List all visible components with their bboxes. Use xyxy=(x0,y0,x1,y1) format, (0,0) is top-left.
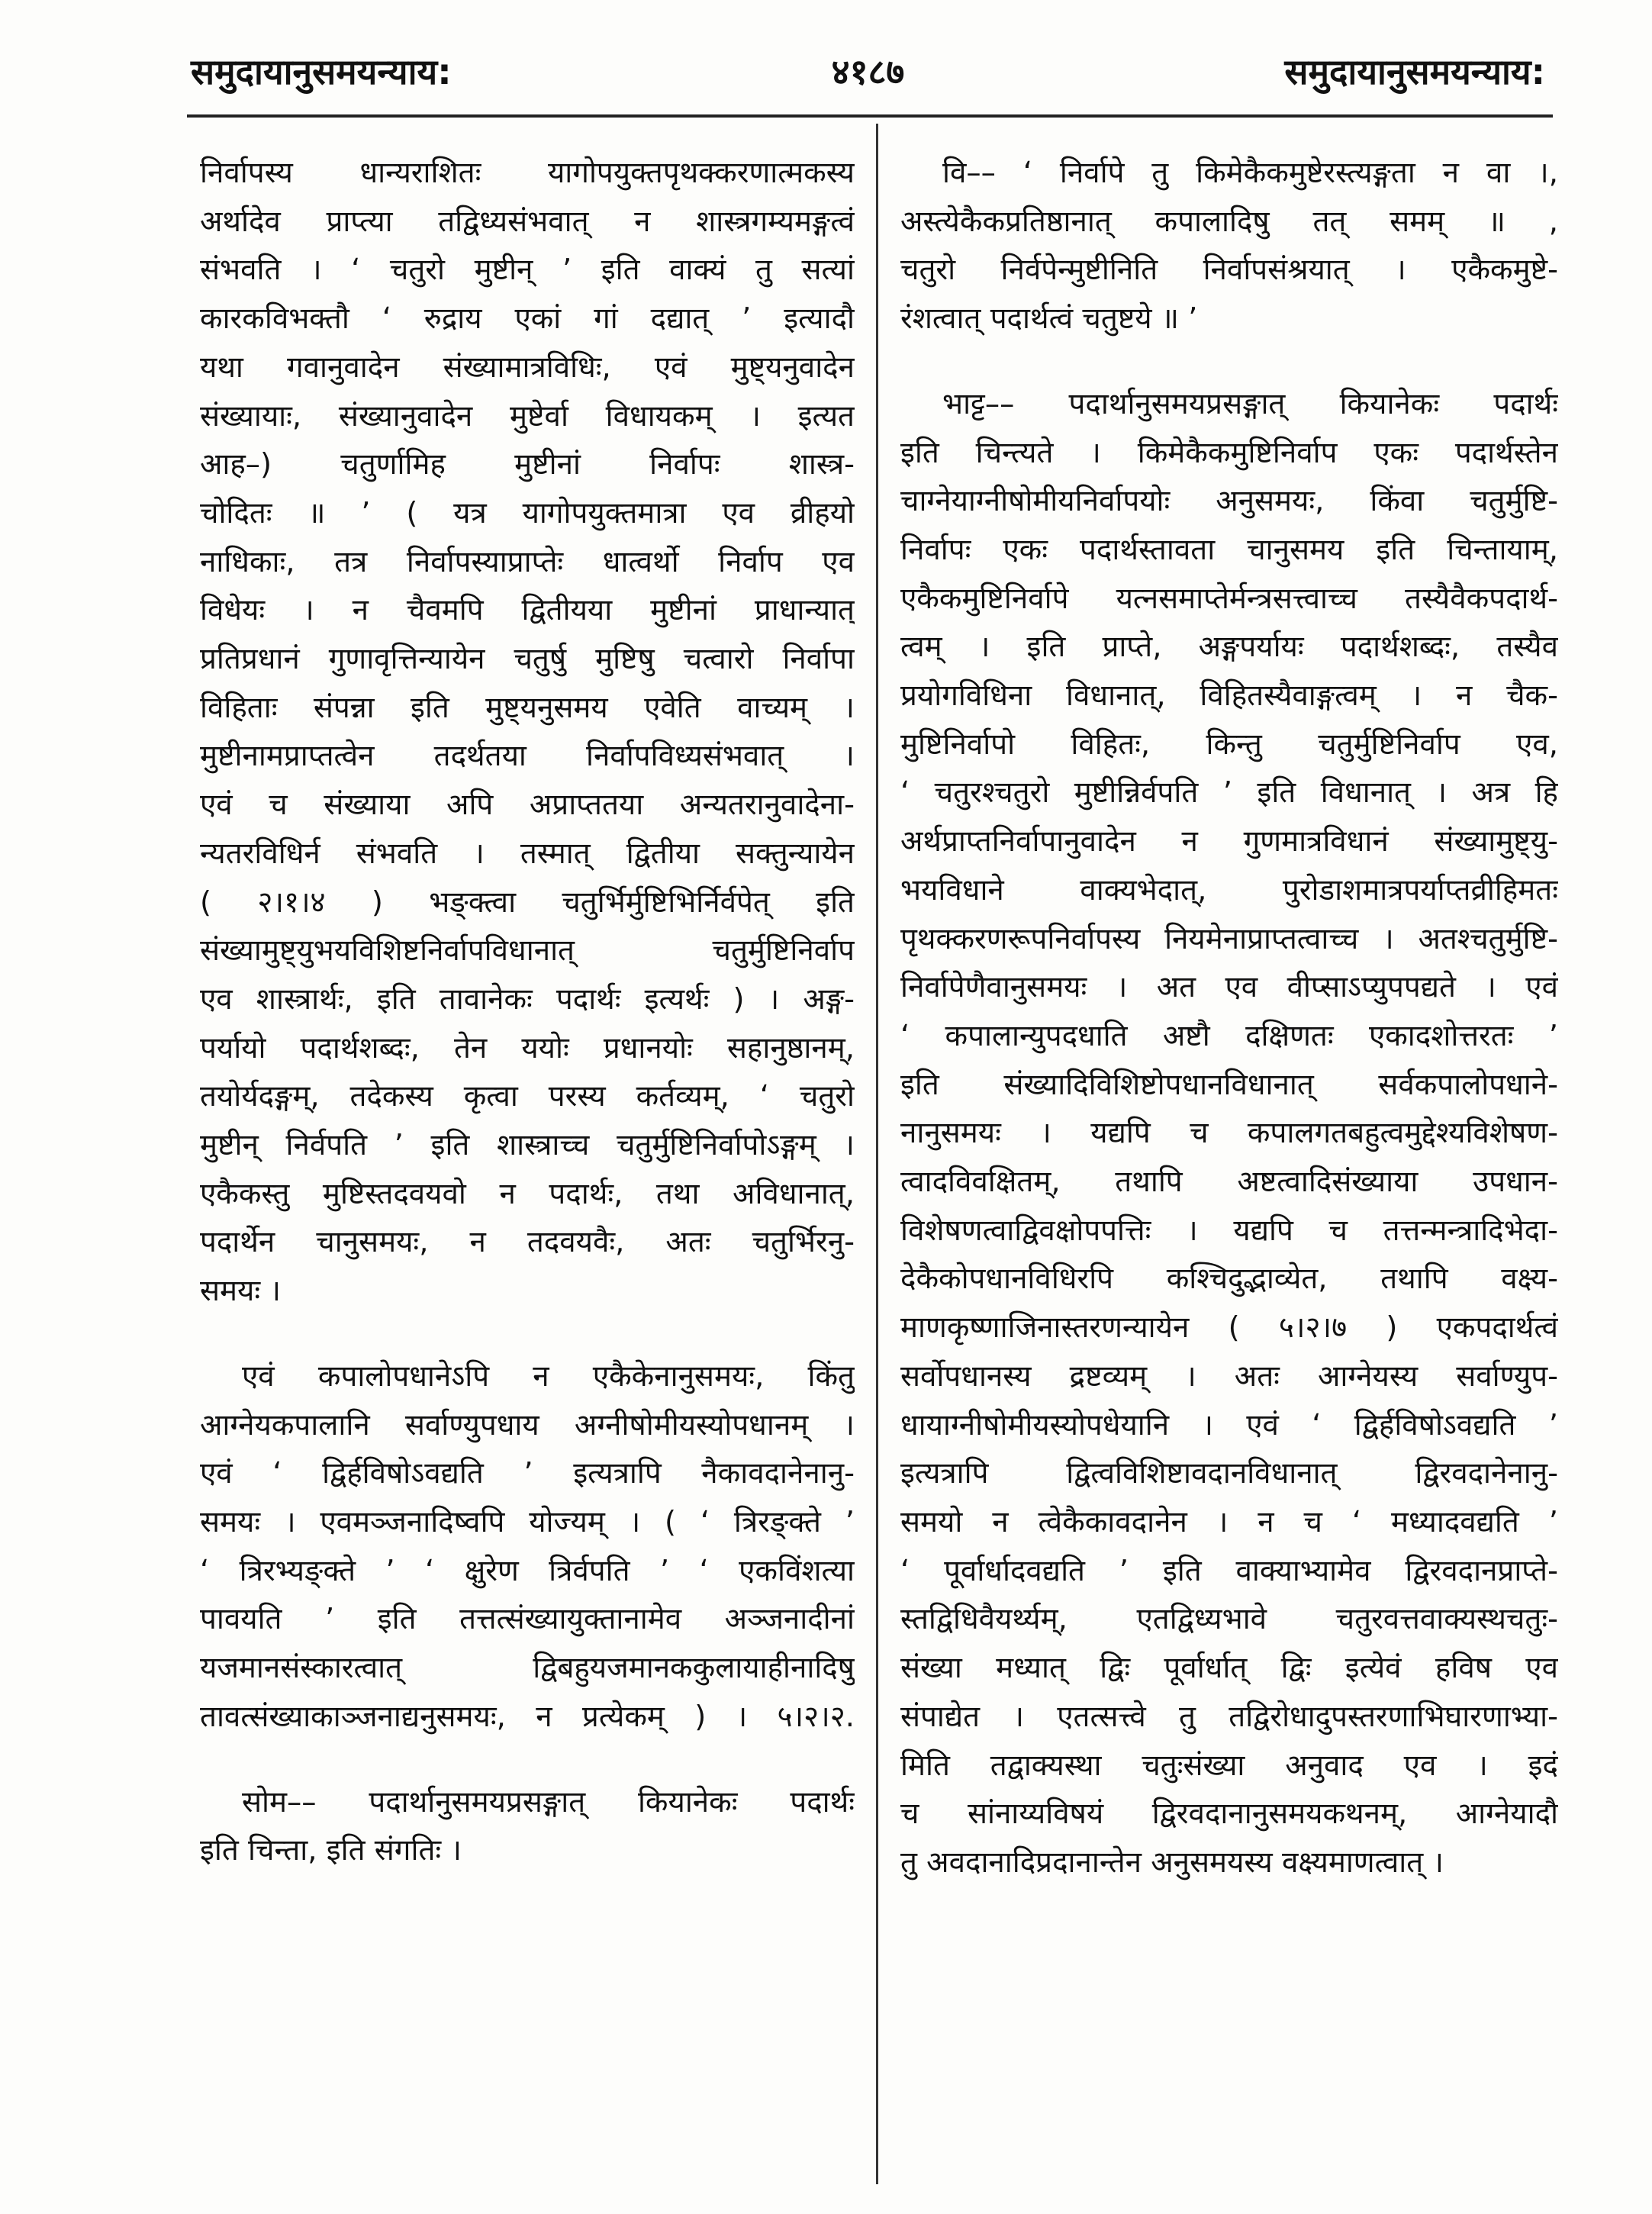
text-line: त्वम् । इति प्राप्ते, अङ्गपर्यायः पदार्थशब्दः, तस्यैव xyxy=(900,630,1558,665)
text-line: स्तद्विधिवैयर्थ्यम्, एतद्विध्यभावे चतुरवत्तवाक्यस्थचतुः- xyxy=(900,1602,1558,1637)
text-line: अस्त्येकैकप्रतिष्ठानात् कपालादिषु तत् समम् ॥ , xyxy=(900,204,1558,239)
right-column xyxy=(900,149,1558,1887)
text-line: एकैकमुष्टिनिर्वापे यत्नसमाप्तेर्मन्त्रसत्त्वाच्च तस्यैवैकपदार्थ- xyxy=(900,581,1558,616)
text-line: ‘ पूर्वार्धादवद्यति ’ इति वाक्याभ्यामेव द्विरवदानप्राप्ते- xyxy=(900,1553,1558,1588)
text-line: विहिताः संपन्ना इति मुष्ट्यनुसमय एवेति वाच्यम् । xyxy=(200,690,855,725)
text-line: विधेयः । न चैवमपि द्वितीयया मुष्टीनां प्राधान्यात् xyxy=(200,593,855,628)
text-line: तु अवदानादिप्रदानान्तेन अनुसमयस्य वक्ष्यमाणत्वात् । xyxy=(900,1845,1444,1880)
text-line: कारकविभक्तौ ‘ रुद्राय एकां गां दद्यात् ’ इत्यादौ xyxy=(200,301,855,337)
header-rule xyxy=(187,114,1553,118)
text-line: मिति तद्वाक्यस्था चतुःसंख्या अनुवाद एव । इदं xyxy=(900,1748,1558,1783)
text-line: सर्वोपधानस्य द्रष्टव्यम् । अतः आग्नेयस्य सर्वाण्युप- xyxy=(900,1358,1558,1394)
text-line: संभवति । ‘ चतुरो मुष्टीन् ’ इति वाक्यं तु सत्यां xyxy=(200,253,855,288)
text-line: मुष्टीनामप्राप्तत्वेन तदर्थतया निर्वापविध्यसंभवात् । xyxy=(200,739,855,774)
header-right-title: समुदायानुसमयन्याय: xyxy=(1284,51,1545,92)
text-line: एव शास्त्रार्थः, इति तावानेकः पदार्थः इत्यर्थः ) । अङ्ग- xyxy=(200,981,855,1017)
text-line: प्रतिप्रधानं गुणावृत्तिन्यायेन चतुर्षु मुष्टिषु चत्वारो निर्वापा xyxy=(200,642,855,677)
text-line: धायाग्नीषोमीयस्योपधेयानि । एवं ‘ द्विर्हविषोऽवद्यति ’ xyxy=(900,1407,1558,1442)
text-line: यथा गवानुवादेन संख्यामात्रविधिः, एवं मुष्ट्यनुवादेन xyxy=(200,350,855,385)
text-line: संख्या मध्यात् द्विः पूर्वार्धात् द्विः इत्येवं हविष एव xyxy=(900,1651,1558,1686)
text-line: इति चिन्त्यते । किमेकैकमुष्टिनिर्वाप एकः पदार्थस्तेन xyxy=(900,435,1558,470)
text-line: एवं ‘ द्विर्हविषोऽवद्यति ’ इत्यत्रापि नैकावदानेनानु- xyxy=(200,1456,855,1491)
text-line: विशेषणत्वाद्विवक्षोपपत्तिः । यद्यपि च तत्तन्मन्त्रादिभेदा- xyxy=(900,1213,1558,1248)
text-line: च सांनाय्यविषयं द्विरवदानानुसमयकथनम्, आग्नेयादौ xyxy=(900,1797,1558,1832)
text-line: चोदितः ॥ ’ ( यत्र यागोपयुक्तमात्रा एव व्रीहयो xyxy=(200,495,855,530)
text-line: मुष्टीन् निर्वपति ’ इति शास्त्राच्च चतुर्मुष्टिनिर्वापोऽङ्गम् । xyxy=(200,1128,855,1163)
text-line: चतुरो निर्वपेन्मुष्टीनिति निर्वापसंश्रयात् । एकैकमुष्टे- xyxy=(900,253,1558,288)
text-line: पर्यायो पदार्थशब्दः, तेन ययोः प्रधानयोः सहानुष्ठानम्, xyxy=(200,1030,855,1065)
text-line: आह–) चतुर्णामिह मुष्टीनां निर्वापः शास्त्र- xyxy=(200,447,855,482)
text-line: निर्वापः एकः पदार्थस्तावता चानुसमय इति चिन्तायाम्, xyxy=(900,532,1558,567)
text-line: एवं च संख्याया अपि अप्राप्ततया अन्यतरानुवादेना- xyxy=(200,788,855,823)
text-line: एकैकस्तु मुष्टिस्तदवयवो न पदार्थः, तथा अविधानात्, xyxy=(200,1176,855,1211)
header-left-title: समुदायानुसमयन्याय: xyxy=(191,51,452,92)
text-line: इत्यत्रापि द्वित्वविशिष्टावदानविधानात् द्विरवदानेनानु- xyxy=(900,1456,1558,1491)
text-line: नाधिकाः, तत्र निर्वापस्याप्राप्तेः धात्वर्थो निर्वाप एव xyxy=(200,544,855,579)
text-line: पदार्थेन चानुसमयः, न तदवयवैः, अतः चतुर्भिरनु- xyxy=(200,1225,855,1260)
text-line: रंशत्वात् पदार्थत्वं चतुष्टये ॥ ’ xyxy=(900,301,1198,337)
text-line: नानुसमयः । यद्यपि च कपालगतबहुत्वमुद्देश्यविशेषण- xyxy=(900,1116,1558,1151)
running-header xyxy=(176,47,1560,108)
text-line: समयः । एवमञ्जनादिष्वपि योज्यम् । ( ‘ त्रिरङ्क्ते ’ xyxy=(200,1504,855,1539)
text-line: संख्यामुष्ट्युभयविशिष्टनिर्वापविधानात् चतुर्मुष्टिनिर्वाप xyxy=(200,933,855,968)
text-line: चाग्नेयाग्नीषोमीयनिर्वापयोः अनुसमयः, किंवा चतुर्मुष्टि- xyxy=(900,484,1558,519)
text-line: न्यतरविधिर्न संभवति । तस्मात् द्वितीया सक्तुन्यायेन xyxy=(200,836,855,871)
paragraph-start: भाट्ट–– पदार्थानुसमयप्रसङ्गात् कियानेकः पदार्थः xyxy=(942,386,1558,421)
text-line: आग्नेयकपालानि सर्वाण्युपधाय अग्नीषोमीयस्योपधानम् । xyxy=(200,1407,855,1442)
text-line: त्वादविवक्षितम्, तथापि अष्टत्वादिसंख्याया उपधान- xyxy=(900,1165,1558,1200)
text-line: समयः । xyxy=(200,1274,281,1309)
text-line: मुष्टिनिर्वापो विहितः, किन्तु चतुर्मुष्टिनिर्वाप एव, xyxy=(900,727,1558,762)
text-line: ‘ कपालान्युपदधाति अष्टौ दक्षिणतः एकादशोत्तरतः ’ xyxy=(900,1018,1558,1053)
text-line: माणकृष्णाजिनास्तरणन्यायेन ( ५।२।७ ) एकपदार्थत्वं xyxy=(900,1310,1558,1345)
text-line: भयविधाने वाक्यभेदात्, पुरोडाशमात्रपर्याप्तव्रीहिमतः xyxy=(900,872,1558,907)
column-divider xyxy=(876,124,878,2184)
text-line: ‘ त्रिरभ्यङ्क्ते ’ ‘ क्षुरेण त्रिर्वपति ’ ‘ एकविंशत्या xyxy=(200,1553,855,1588)
text-line: ‘ चतुरश्चतुरो मुष्टीन्निर्वपति ’ इति विधानात् । अत्र हि xyxy=(900,775,1558,811)
text-line: संपाद्येत । एतत्सत्त्वे तु तद्विरोधादुपस्तरणाभिघारणाभ्या- xyxy=(900,1699,1558,1734)
paragraph-start: एवं कपालोपधानेऽपि न एकैकेनानुसमयः, किंतु xyxy=(242,1358,855,1394)
text-line: यजमानसंस्कारत्वात् द्विबहुयजमानककुलायाहीनादिषु xyxy=(200,1651,855,1686)
text-line xyxy=(900,149,1558,198)
paragraph-start: सोम–– पदार्थानुसमयप्रसङ्गात् कियानेकः पदार्थः xyxy=(242,1784,855,1819)
text-line: संख्यायाः, संख्यानुवादेन मुष्टेर्वा विधायकम् । इत्यत xyxy=(200,398,855,433)
text-line: निर्वापेणैवानुसमयः । अत एव वीप्साऽप्युपपद्यते । एवं xyxy=(900,970,1558,1005)
text-line: प्रयोगविधिना विधानात्, विहितस्यैवाङ्गत्वम् । न चैक- xyxy=(900,678,1558,714)
text-line: इति संख्यादिविशिष्टोपधानविधानात् सर्वकपालोपधाने- xyxy=(900,1067,1558,1102)
text-line: इति चिन्ता, इति संगतिः । xyxy=(200,1833,462,1868)
page-number: ४१८७ xyxy=(831,51,905,92)
text-line: पृथक्करणरूपनिर्वापस्य नियमेनाप्राप्तत्वाच्च । अतश्चतुर्मुष्टि- xyxy=(900,921,1558,956)
text-line: देकैकोपधानविधिरपि कश्चिदुद्भाव्येत, तथापि वक्ष्य- xyxy=(900,1262,1558,1297)
text-line: समयो न त्वेकैकावदानेन । न च ‘ मध्यादवद्यति ’ xyxy=(900,1504,1558,1539)
text-line: ( २।१।४ ) भङ्क्त्वा चतुर्भिर्मुष्टिभिर्निर्वपेत् इति xyxy=(200,885,855,920)
left-column xyxy=(200,149,855,1875)
text-line xyxy=(200,1352,855,1401)
text-line: तावत्संख्याकाञ्जनाद्यनुसमयः, न प्रत्येकम् ) । ५।२।२. xyxy=(200,1699,855,1734)
text-line: अर्थादेव प्राप्त्या तद्विध्यसंभवात् न शास्त्रगम्यमङ्गत्वं xyxy=(200,204,855,239)
text-line xyxy=(900,380,1558,429)
text-line xyxy=(200,1778,855,1827)
text-line: पावयति ’ इति तत्तत्संख्यायुक्तानामेव अञ्जनादीनां xyxy=(200,1602,855,1637)
text-line: निर्वापस्य धान्यराशितः यागोपयुक्तपृथक्करणात्मकस्य xyxy=(200,156,855,190)
text-line: तयोर्यदङ्गम्, तदेकस्य कृत्वा परस्य कर्तव्यम्, ‘ चतुरो xyxy=(200,1079,855,1114)
paragraph-start: वि–– ‘ निर्वापे तु किमेकैकमुष्टेरस्त्यङ्गता न वा ।, xyxy=(942,156,1558,190)
text-line: अर्थप्राप्तनिर्वापानुवादेन न गुणमात्रविधानं संख्यामुष्ट्यु- xyxy=(900,824,1558,859)
